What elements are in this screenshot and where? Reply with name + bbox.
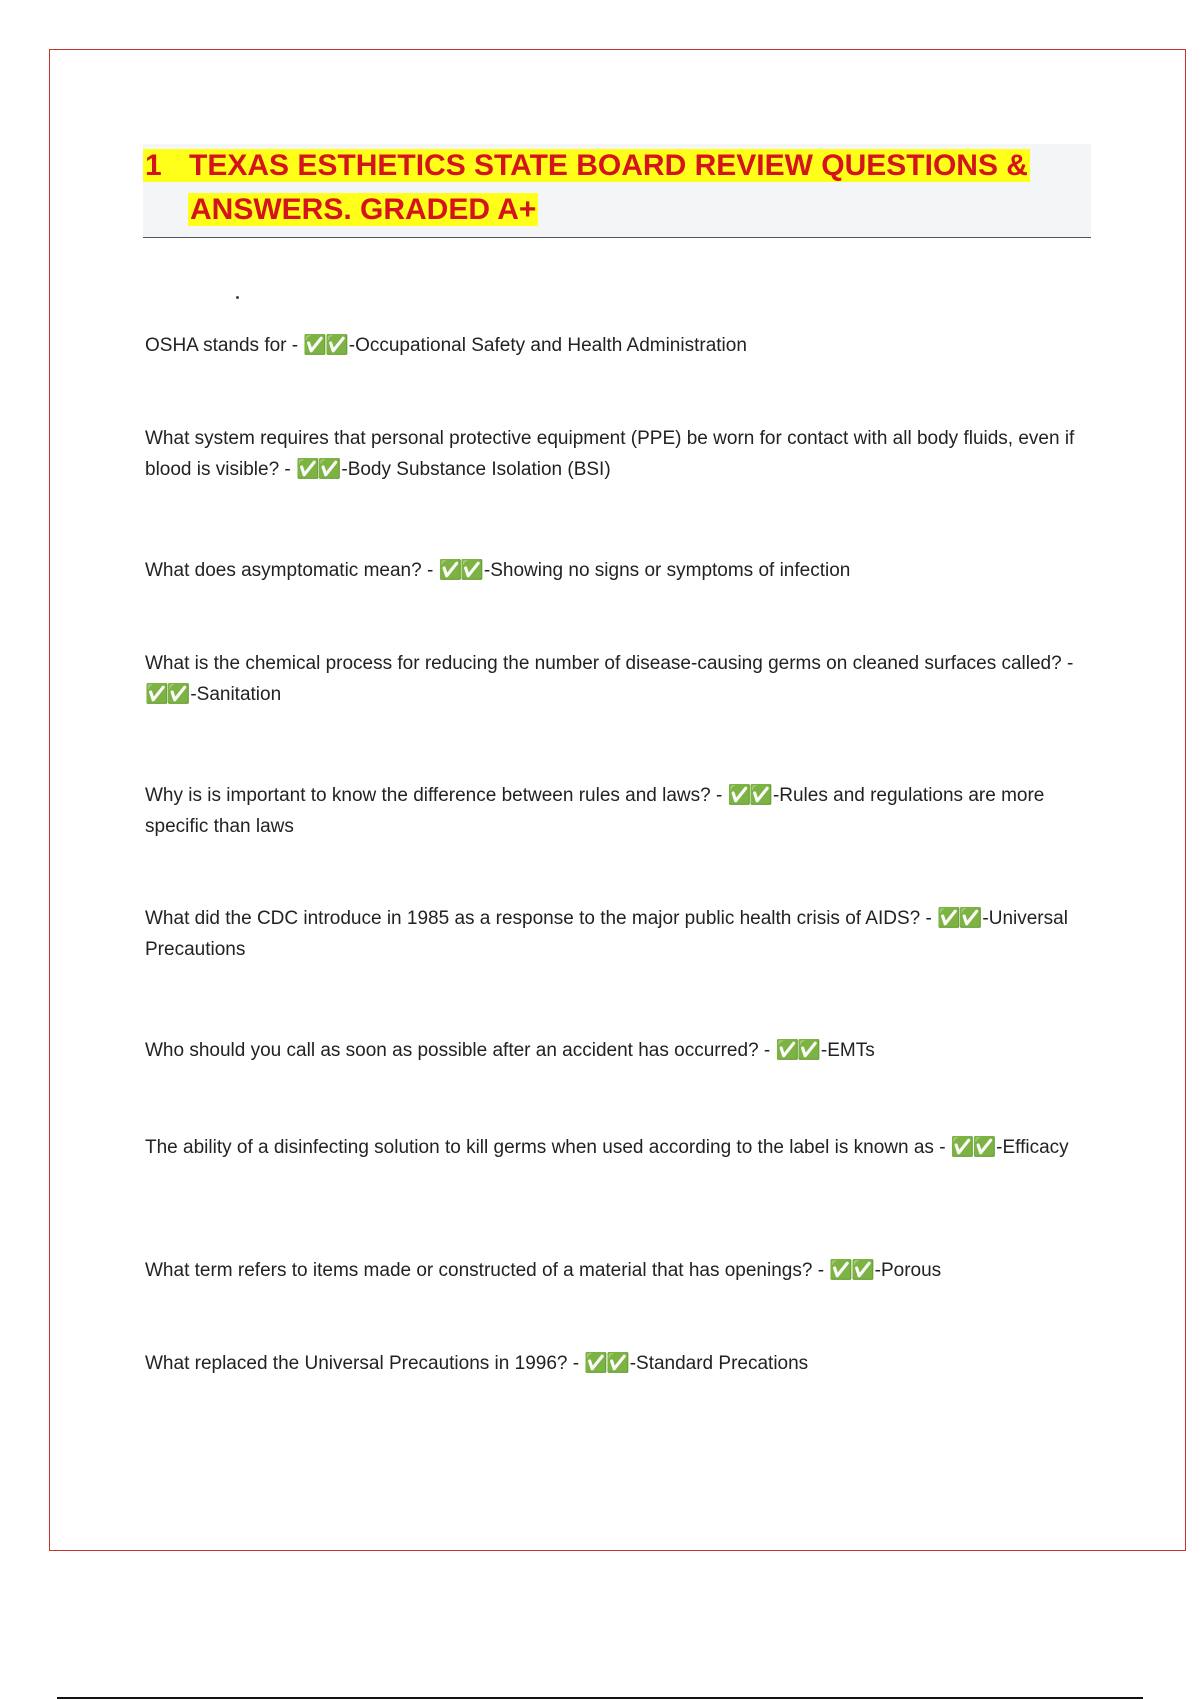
answer-text: EMTs <box>827 1040 875 1061</box>
qa-item <box>145 330 1095 361</box>
answer-prefix: - <box>996 1137 1003 1158</box>
qa-item <box>145 648 1095 710</box>
separator: - <box>710 785 728 806</box>
double-check-icon: ✅✅ <box>303 335 347 356</box>
question-text: What is the chemical process for reducing the number of disease-causing germs on cleaned surfaces called? <box>145 653 1062 674</box>
answer-text: Efficacy <box>1002 1137 1069 1158</box>
answer-text: Sanitation <box>196 684 282 705</box>
question-text: Why is is important to know the difference between rules and laws? <box>145 785 711 806</box>
double-check-icon: ✅✅ <box>296 459 340 480</box>
stray-dot <box>236 296 239 299</box>
double-check-icon: ✅✅ <box>937 908 981 929</box>
answer-prefix: - <box>874 1260 881 1281</box>
qa-item <box>145 423 1095 485</box>
answer-text: Porous <box>880 1260 942 1281</box>
answer-prefix: - <box>820 1040 828 1061</box>
double-check-icon: ✅✅ <box>584 1353 628 1374</box>
double-check-icon: ✅✅ <box>145 684 189 705</box>
separator: - <box>421 560 439 581</box>
answer-text: Occupational Safety and Health Administration <box>355 335 747 356</box>
heading-text-2: ANSWERS. GRADED A+ <box>190 193 537 226</box>
separator: - <box>567 1353 585 1374</box>
double-check-icon: ✅✅ <box>438 560 482 581</box>
answer-prefix: - <box>483 560 491 581</box>
heading-text-1: TEXAS ESTHETICS STATE BOARD REVIEW QUESTIONS & <box>189 149 1028 182</box>
double-check-icon: ✅✅ <box>950 1137 995 1158</box>
answer-prefix: - <box>629 1353 637 1374</box>
question-text: What does asymptomatic mean? <box>145 560 422 581</box>
question-text: OSHA stands for <box>145 335 287 356</box>
qa-item <box>145 555 1095 586</box>
qa-item <box>145 780 1095 842</box>
qa-item <box>145 903 1095 965</box>
question-text: What did the CDC introduce in 1985 as a response to the major public health crisis of AIDS? <box>145 908 921 929</box>
question-text: What term refers to items made or constructed of a material that has openings? <box>145 1260 813 1281</box>
double-check-icon: ✅✅ <box>829 1260 873 1281</box>
separator: - <box>758 1040 776 1061</box>
question-text: The ability of a disinfecting solution to kill germs when used according to the label is known as <box>145 1137 934 1158</box>
answer-prefix: - <box>982 908 989 929</box>
answer-prefix: - <box>772 785 780 806</box>
separator: - <box>286 335 304 356</box>
answer-text: Showing no signs or symptoms of infection <box>490 560 851 581</box>
separator: - <box>1061 653 1074 674</box>
heading-number: 1 <box>145 149 162 182</box>
double-check-icon: ✅✅ <box>775 1040 819 1061</box>
qa-item <box>145 1255 1095 1286</box>
bottom-rule <box>57 1697 1143 1699</box>
question-text: What system requires that personal protective equipment (PPE) be worn for contact with all body fluids, even if blood is visible? <box>145 428 1075 480</box>
qa-item <box>145 1132 1095 1163</box>
question-text: Who should you call as soon as possible after an accident has occurred? <box>145 1040 759 1061</box>
document-title-line-2 <box>188 189 538 231</box>
qa-item <box>145 1348 1095 1379</box>
separator: - <box>920 908 938 929</box>
answer-text: Rules and regulations are more specific than laws <box>145 785 1045 837</box>
question-text: What replaced the Universal Precautions in 1996? <box>145 1353 568 1374</box>
separator: - <box>933 1137 951 1158</box>
answer-prefix: - <box>190 684 197 705</box>
double-check-icon: ✅✅ <box>727 785 771 806</box>
answer-prefix: - <box>341 459 348 480</box>
document-title-line-1 <box>143 145 1030 187</box>
answer-text: Standard Precations <box>636 1353 809 1374</box>
answer-text: Body Substance Isolation (BSI) <box>347 459 611 480</box>
separator: - <box>812 1260 830 1281</box>
separator: - <box>279 459 297 480</box>
answer-prefix: - <box>348 335 356 356</box>
answer-text: Universal Precautions <box>145 908 1068 960</box>
qa-item <box>145 1035 1095 1066</box>
